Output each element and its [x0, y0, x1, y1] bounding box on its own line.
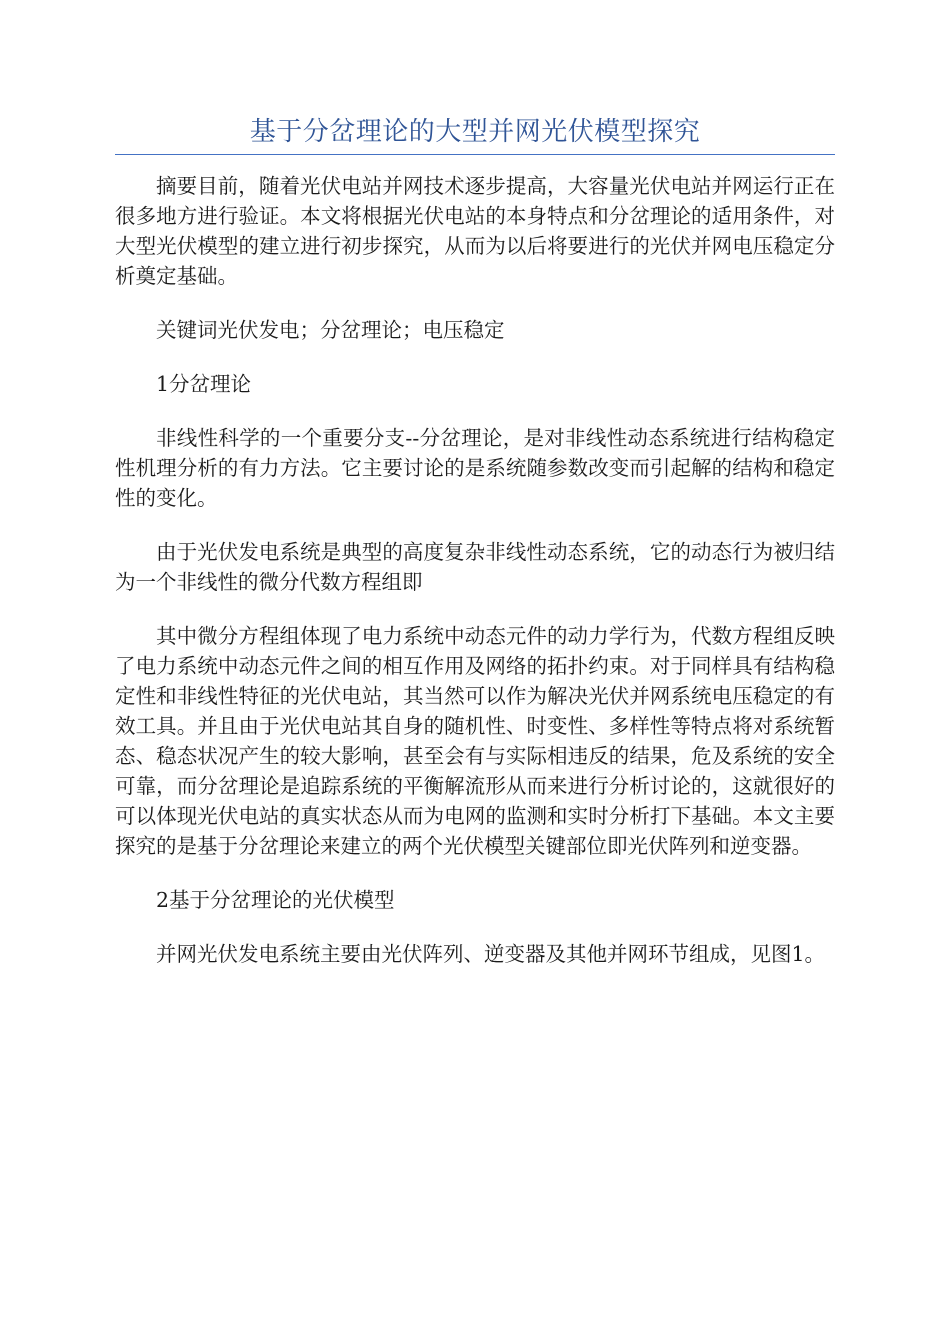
section-2-heading: 2基于分岔理论的光伏模型	[156, 888, 395, 912]
section-1-paragraph-1: 非线性科学的一个重要分支--分岔理论，是对非线性动态系统进行结构稳定性机理分析的有力方法。它主要讨论的是系统随参数改变而引起解的结构和稳定性的变化。	[115, 426, 835, 510]
document-title: 基于分岔理论的大型并网光伏模型探究	[249, 117, 701, 147]
keywords-paragraph: 关键词光伏发电；分岔理论；电压稳定	[156, 318, 505, 342]
section-1-paragraph-3: 其中微分方程组体现了电力系统中动态元件的动力学行为，代数方程组反映了电力系统中动态元件之间的相互作用及网络的拓扑约束。对于同样具有结构稳定性和非线性特征的光伏电站，其当然可以作为解决光伏并网系统电压稳定的有效工具。并且由于光伏电站其自身的随机性、时变性、多样性等特点将对系统暂态、稳态状况产生的较大影响，甚至会有与实际相违反的结果，危及系统的安全可靠，而分岔理论是追踪系统的平衡解流形从而来进行分析讨论的，这就很好的可以体现光伏电站的真实状态从而为电网的监测和实时分析打下基础。本文主要探究的是基于分岔理论来建立的两个光伏模型关键部位即光伏阵列和逆变器。	[115, 624, 835, 858]
section-2-paragraph-1: 并网光伏发电系统主要由光伏阵列、逆变器及其他并网环节组成，见图1。	[156, 942, 826, 966]
document-page	[115, 0, 835, 993]
section-1-heading: 1分岔理论	[156, 372, 252, 396]
section-1-paragraph-2: 由于光伏发电系统是典型的高度复杂非线性动态系统，它的动态行为被归结为一个非线性的微分代数方程组即	[115, 540, 835, 594]
document-body	[115, 171, 835, 969]
abstract-paragraph: 摘要目前，随着光伏电站并网技术逐步提高，大容量光伏电站并网运行正在很多地方进行验证。本文将根据光伏电站的本身特点和分岔理论的适用条件，对大型光伏模型的建立进行初步探究，从而为以后将要进行的光伏并网电压稳定分析奠定基础。	[115, 174, 835, 288]
title-underline	[115, 154, 835, 155]
